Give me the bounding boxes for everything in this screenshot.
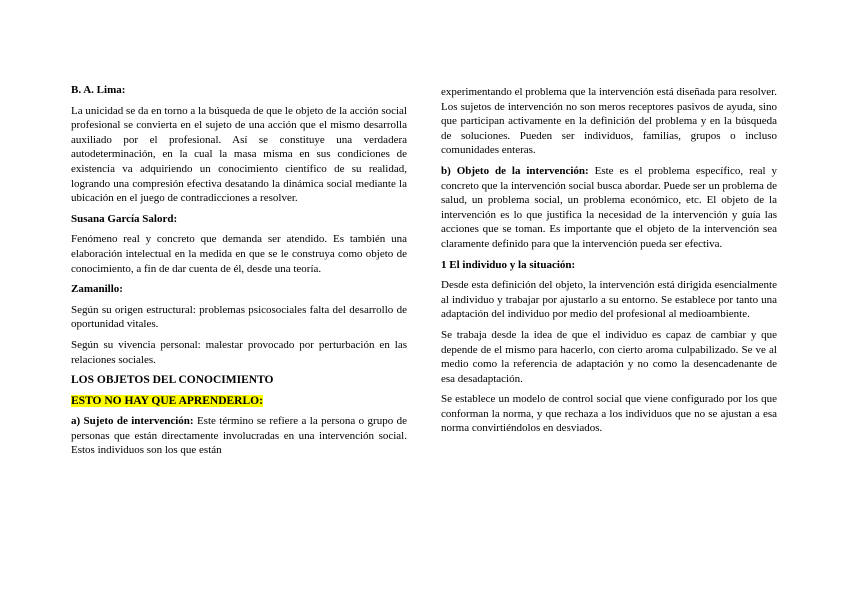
paragraph-objeto-intervencion — [441, 164, 777, 252]
heading-zamanillo: Zamanillo: — [71, 283, 123, 296]
heading-lima: B. A. Lima: — [71, 84, 126, 96]
heading-individuo-situacion: 1 El individuo y la situación: — [441, 258, 576, 271]
paragraph-zamanillo-vivencia: Según su vivencia personal: malestar provocado por perturbación en las relaciones sociales. — [71, 338, 407, 366]
term-sujeto-intervencion: a) Sujeto de intervención: — [71, 415, 194, 428]
paragraph-zamanillo-origen: Según su origen estructural: problemas psicosociales falta del desarrollo de oportunidad vitales. — [71, 303, 407, 331]
paragraph-lima: La unicidad se da en torno a la búsqueda de que le objeto de la acción social profesional se convierta en el sujeto de una acción que el mismo desarrolla auxiliado por el profesional. Así se constituye una verdadera autodeterminación, en la cual la masa misma en sus condiciones de existencia va adquiriendo un conocimiento científico de su realidad, logrando una compresión efectiva desatando la dinámica social mediante la ubicación en el juego de contradicciones a resolver. — [71, 104, 407, 205]
heading-salord: Susana García Salord: — [71, 212, 178, 225]
paragraph-salord: Fenómeno real y concreto que demanda ser atendido. Es también una elaboración intelectual en la medida en que se le construya como objeto de conocimiento, a fin de dar cuenta de él, desde una teoría. — [71, 233, 407, 275]
left-column — [71, 83, 407, 464]
paragraph-individuo-1: Desde esta definición del objeto, la intervención está dirigida esencialmente al individuo y trabajar por ajustarlo a su entorno. Se establece por tanto una adaptación del individuo por medio del profesional al medioambiente. — [441, 279, 777, 321]
paragraph-individuo-2: Se trabaja desde la idea de que el individuo es capaz de cambiar y que depende de el mismo para hacerlo, con cierto aroma culpabilizado. Se ve al medio como la referencia de adaptación y no como la desencadenante de esa desadaptación. — [441, 328, 777, 385]
heading-objetos-conocimiento: LOS OBJETOS DEL CONOCIMIENTO — [71, 374, 274, 387]
text-objeto-intervencion: Este es el problema específico, real y concreto que la intervención social busca abordar. Puede ser un problema de salud, un problema social, un problema económico, etc. El objeto de la intervención es lo que justifica la necesidad de la intervención y guía las acciones que se toman. Es importante que el objeto de la intervención sea claramente definido para que la intervención pueda ser efectiva. — [441, 164, 777, 250]
paragraph-individuo-3: Se establece un modelo de control social que viene configurado por los que conforman la norma, y que rechaza a los individuos que no se ajustan a esa norma convirtiéndolos en desviados. — [441, 393, 777, 435]
highlight-note: ESTO NO HAY QUE APRENDERLO: — [71, 394, 263, 407]
paragraph-sujeto-continuation: experimentando el problema que la intervención está diseñada para resolver. Los sujetos de intervención no son meros receptores pasivos de ayuda, sino que participan activamente en la definición del problema y en la búsqueda de soluciones. Pueden ser individuos, familias, grupos o incluso comunidades enteras. — [441, 86, 777, 157]
right-column — [441, 85, 777, 442]
text-sujeto-intervencion: Este término se refiere a la persona o grupo de personas que están directamente involucradas en una intervención social. Estos individuos son los que están — [71, 415, 407, 457]
highlight-note-container — [71, 394, 407, 409]
paragraph-sujeto-intervencion — [71, 414, 407, 458]
term-objeto-intervencion: b) Objeto de la intervención: — [441, 164, 589, 177]
